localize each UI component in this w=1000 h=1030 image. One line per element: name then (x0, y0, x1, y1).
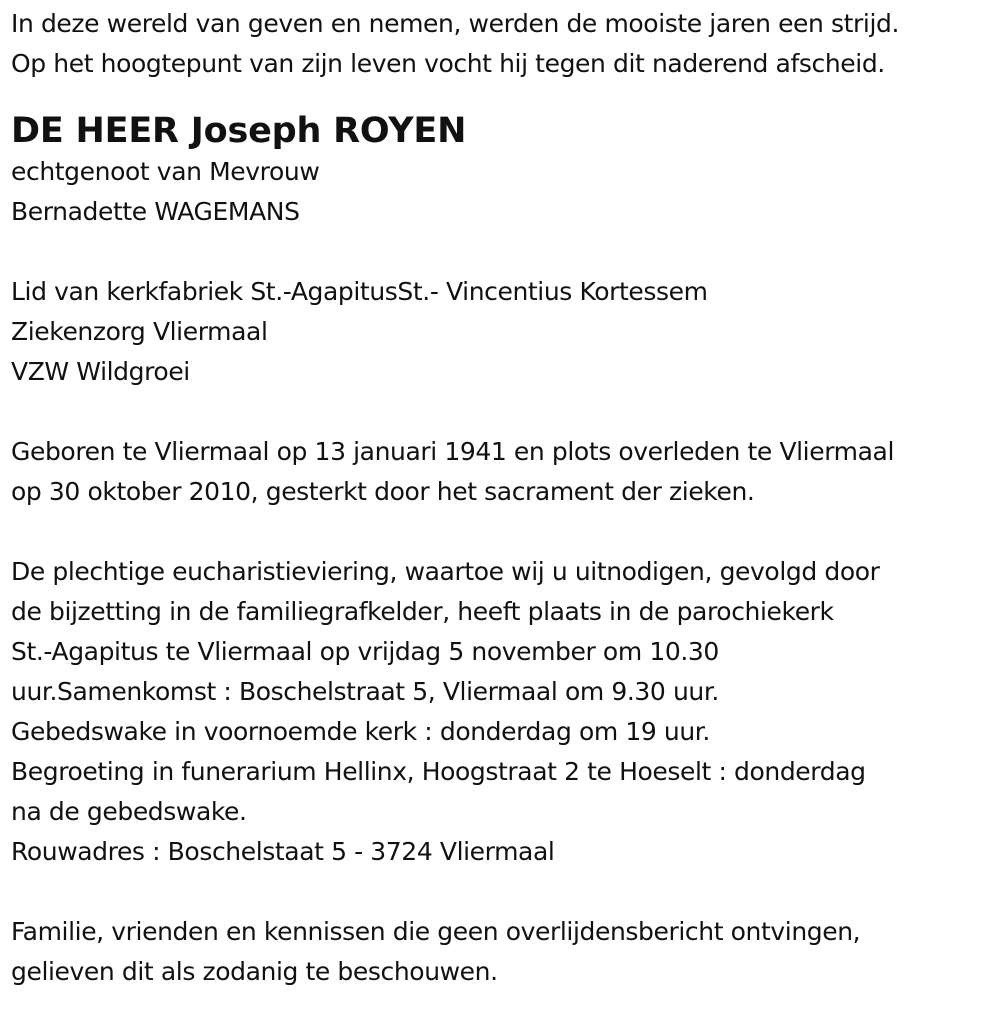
closing-line: Familie, vrienden en kennissen die geen overlijdensbericht ontvingen, (11, 917, 861, 946)
membership-line: Ziekenzorg Vliermaal (11, 317, 268, 346)
ceremony-line: Begroeting in funerarium Hellinx, Hoogstraat 2 te Hoeselt : donderdag (11, 757, 866, 786)
ceremony-section (11, 552, 996, 872)
spacer (11, 512, 996, 552)
intro-verse (11, 4, 996, 84)
ceremony-line: De plechtige eucharistieviering, waartoe wij u uitnodigen, gevolgd door (11, 557, 880, 586)
closing-line: gelieven dit als zodanig te beschouwen. (11, 957, 498, 986)
obituary-notice (11, 0, 996, 992)
ceremony-line: de bijzetting in de familiegrafkelder, heeft plaats in de parochiekerk (11, 597, 834, 626)
closing-section (11, 912, 996, 992)
spouse-line: Bernadette WAGEMANS (11, 197, 300, 226)
intro-line: Op het hoogtepunt van zijn leven vocht hij tegen dit naderend afscheid. (11, 49, 885, 78)
birth-death-section (11, 432, 996, 512)
ceremony-line: Rouwadres : Boschelstaat 5 - 3724 Vliermaal (11, 837, 555, 866)
birth-death-line: Geboren te Vliermaal op 13 januari 1941 en plots overleden te Vliermaal (11, 437, 894, 466)
deceased-name-heading: DE HEER Joseph ROYEN (11, 111, 467, 151)
membership-line: Lid van kerkfabriek St.-AgapitusSt.- Vincentius Kortessem (11, 277, 708, 306)
spouse-info (11, 152, 996, 232)
memberships-section (11, 272, 996, 392)
birth-death-line: op 30 oktober 2010, gesterkt door het sacrament der zieken. (11, 477, 755, 506)
spouse-line: echtgenoot van Mevrouw (11, 157, 320, 186)
ceremony-line: na de gebedswake. (11, 797, 247, 826)
ceremony-line: Gebedswake in voornoemde kerk : donderdag om 19 uur. (11, 717, 710, 746)
spacer (11, 872, 996, 912)
intro-line: In deze wereld van geven en nemen, werden de mooiste jaren een strijd. (11, 9, 900, 38)
spacer (11, 232, 996, 272)
ceremony-line: uur.Samenkomst : Boschelstraat 5, Vliermaal om 9.30 uur. (11, 677, 719, 706)
membership-line: VZW Wildgroei (11, 357, 190, 386)
spacer (11, 392, 996, 432)
ceremony-line: St.-Agapitus te Vliermaal op vrijdag 5 november om 10.30 (11, 637, 719, 666)
